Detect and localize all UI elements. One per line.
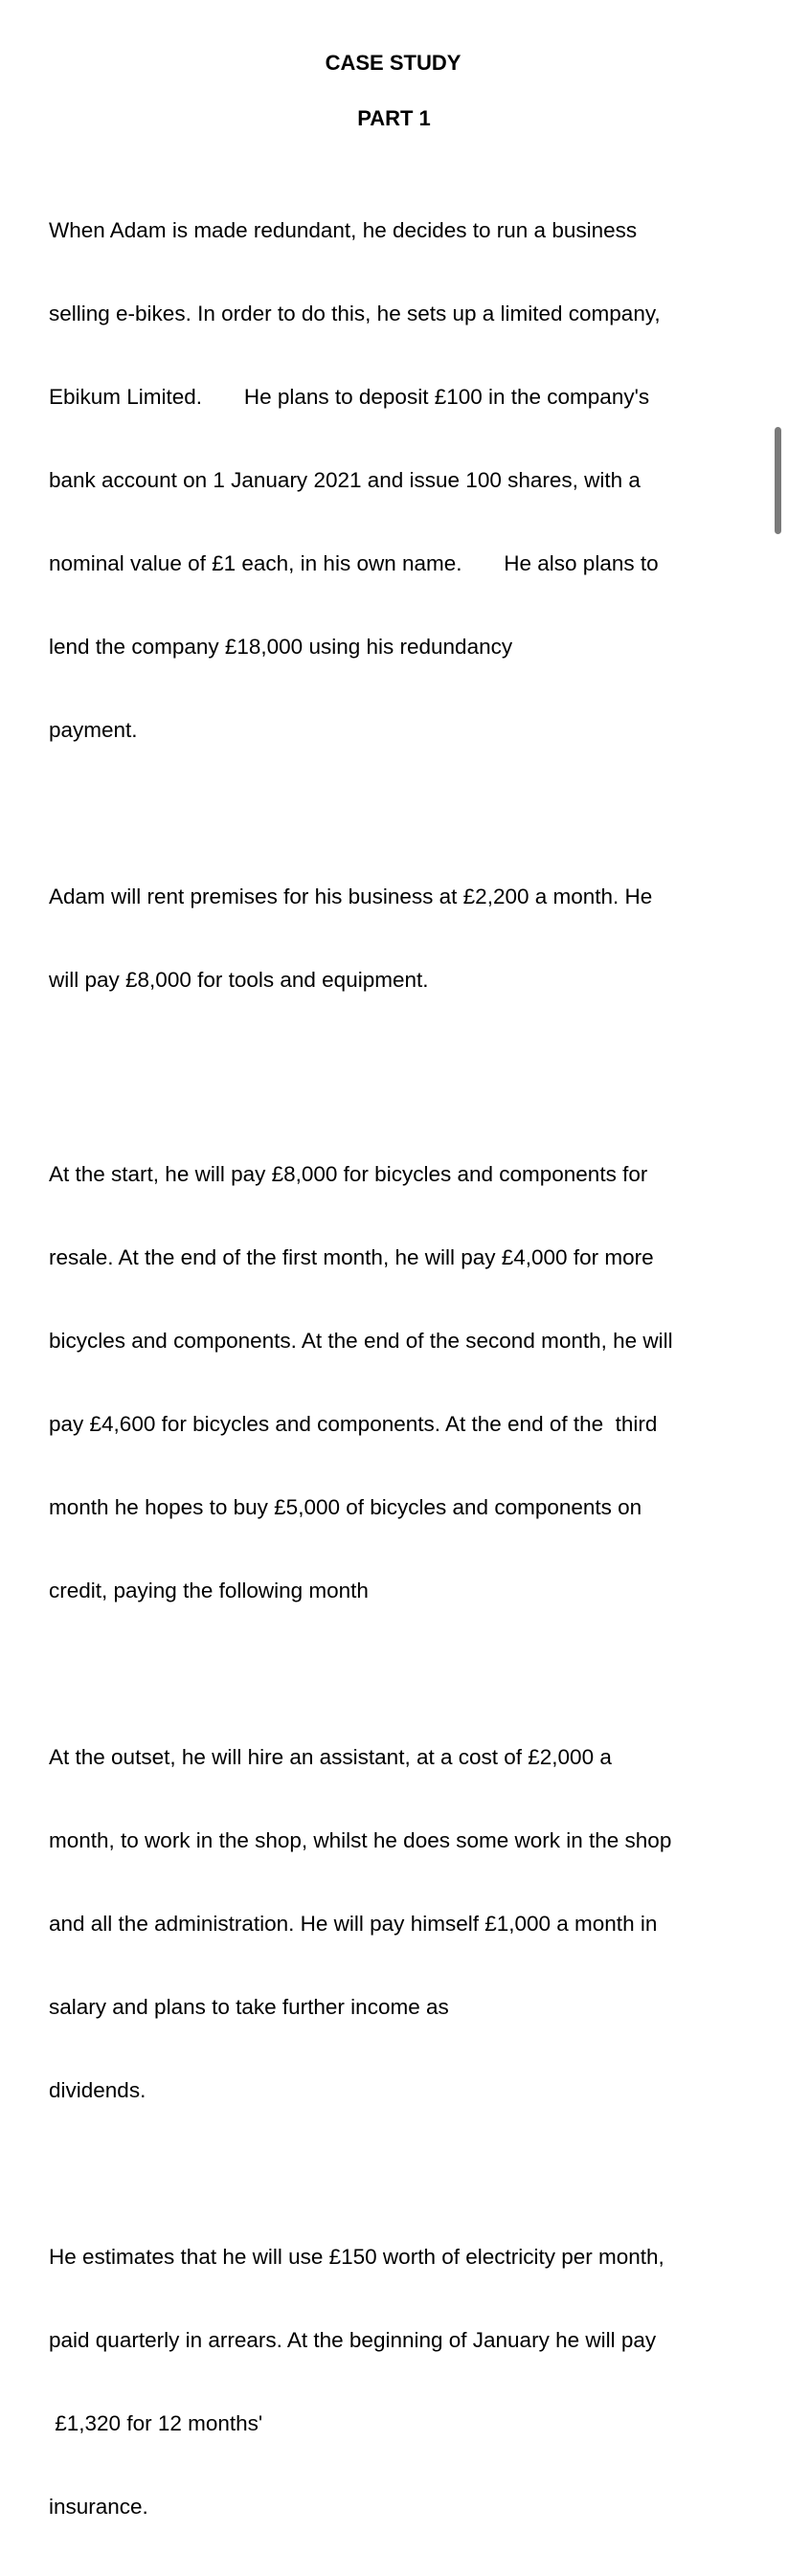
- text-line: will pay £8,000 for tools and equipment.: [49, 968, 429, 992]
- text-line: At the outset, he will hire an assistant, at a cost of £2,000 a: [49, 1745, 612, 1769]
- paragraph-premises: [49, 827, 757, 1049]
- text-line: insurance.: [49, 2495, 148, 2519]
- text-line: payment.: [49, 718, 138, 742]
- text-line: Ebikum Limited. He plans to deposit £100 in the company's: [49, 385, 650, 409]
- text-line: bank account on 1 January 2021 and issue 100 shares, with a: [49, 468, 641, 492]
- text-line: bicycles and components. At the end of the second month, he will: [49, 1329, 673, 1353]
- text-line: paid quarterly in arrears. At the beginning of January he will pay: [49, 2328, 657, 2352]
- text-line: At the start, he will pay £8,000 for bicycles and components for: [49, 1162, 648, 1186]
- text-line: Adam will rent premises for his business at £2,200 a month. He: [49, 885, 653, 908]
- part-heading: PART 1: [357, 106, 431, 130]
- vertical-scrollbar[interactable]: [775, 427, 781, 534]
- text-line: He estimates that he will use £150 worth of electricity per month,: [49, 2245, 664, 2269]
- case-study-body: [49, 161, 757, 2576]
- paragraph-utilities: [49, 2187, 757, 2576]
- text-line: credit, paying the following month: [49, 1579, 369, 1602]
- text-line: and all the administration. He will pay himself £1,000 a month in: [49, 1912, 658, 1936]
- text-line: pay £4,600 for bicycles and components. At the end of the third: [49, 1412, 658, 1436]
- text-line: lend the company £18,000 using his redundancy: [49, 635, 513, 659]
- text-line: dividends.: [49, 2078, 146, 2102]
- text-line: When Adam is made redundant, he decides to run a business: [49, 218, 638, 242]
- document-title: CASE STUDY: [325, 51, 462, 75]
- text-line: month, to work in the shop, whilst he does some work in the shop: [49, 1828, 672, 1852]
- text-line: selling e-bikes. In order to do this, he sets up a limited company,: [49, 302, 661, 325]
- text-line: £1,320 for 12 months': [49, 2411, 263, 2435]
- paragraph-stock-purchases: [49, 1105, 757, 1660]
- text-line: salary and plans to take further income as: [49, 1995, 449, 2019]
- paragraph-redundancy: [49, 161, 757, 799]
- text-line: resale. At the end of the first month, he will pay £4,000 for more: [49, 1245, 654, 1269]
- paragraph-staff-costs: [49, 1688, 757, 2160]
- text-line: month he hopes to buy £5,000 of bicycles and components on: [49, 1495, 642, 1519]
- text-line: nominal value of £1 each, in his own name. He also plans to: [49, 551, 659, 575]
